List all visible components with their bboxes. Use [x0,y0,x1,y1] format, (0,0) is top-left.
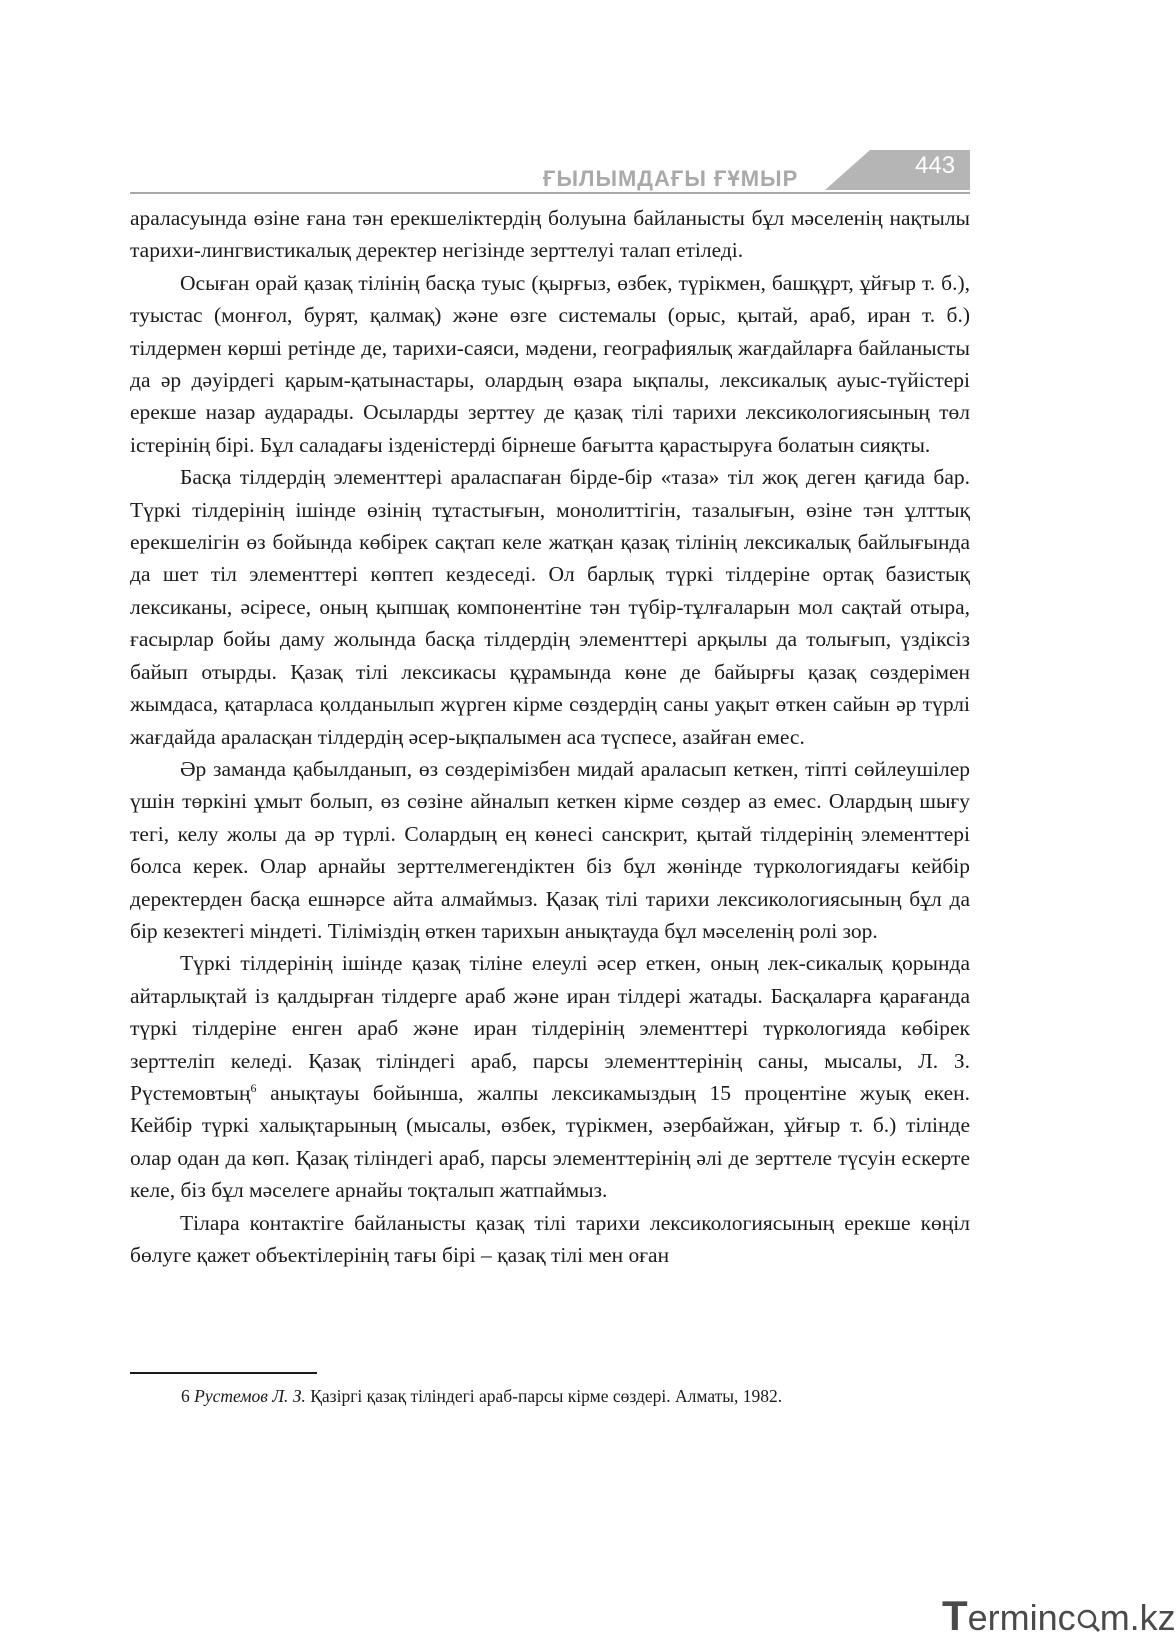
paragraph-6: Тілара контактіге байланысты қазақ тілі тарихи лексикологиясының ерекше көңіл бөлуге қажет объектілерінің тағы бірі – қазақ тілі мен оған [130,1210,970,1267]
magnifier-icon [1076,1608,1100,1632]
watermark-text-2: m.kz [1099,1597,1176,1638]
footnote-text: Қазіргі қазақ тіліндегі араб-парсы кірме сөздері. Алматы, 1982. [310,1386,783,1406]
footnote-number: 6 [181,1386,190,1406]
page-header [130,150,970,198]
paragraph-4: Әр заманда қабылданып, өз сөздерімізбен мидай араласып кеткен, тіпті сөйлеушілер үшін төркіні ұмыт болып, өз сөзіне айналып кеткен кірме сөздер аз емес. Олардың шығу тегі, келу жолы да әр түрлі. Солардың ең көнесі санскрит, қытай тілдерінің элементтері болса керек. Олар арнайы зерттелмегендіктен біз бұл жөнінде түркологиядағы кейбір деректерден басқа ешнәрсе айта алмаймыз. Қазақ тілі тарихи лексикологиясының бұл да бір кезектегі міндеті. Тіліміздің өткен тарихын анықтауда бұл мәселенің ролі зор. [130,756,970,943]
header-rule [130,192,970,194]
watermark-logo [942,1592,1176,1640]
body-text [130,202,970,1271]
paragraph-5-text: Түркі тілдерінің ішінде қазақ тіліне елеулі әсер еткен, оның лек-сикалық қорында айтарлықтай із қалдырған тілдерге араб және иран тілдері жатады. Басқаларға қарағанда түркі тілдеріне енген араб және иран тілдерінің элементтері түркологияда көбірек зерттеліп келеді. Қазақ тіліндегі араб, парсы элементтерінің саны, мысалы, Л. З. Рүстемовтың [130,951,970,1105]
paragraph-5 [130,947,970,1206]
footnote-rule [130,1372,317,1374]
footnote-author: Рустемов Л. З. [194,1386,306,1406]
footnote [181,1384,971,1408]
paragraph-2: Осыған орай қазақ тілінің басқа туыс (қырғыз, өзбек, түрікмен, башқұрт, ұйғыр т. б.), туыстас (монғол, бурят, қалмақ) және өзге системалы (орыс, қытай, араб, иран т. б.) тілдермен көрші ретінде де, тарихи-саяси, мәдени, географиялық жағдайларға байланысты да әр дәуірдегі қарым-қатынастары, олардың өзара ықпалы, лексикалық ауыс-түйістері ерекше назар аударады. Осыларды зерттеу де қазақ тілі тарихи лексикологиясының төл істерінің бірі. Бұл саладағы ізденістерді бірнеше бағытта қарастыруға болатын сияқты. [130,270,970,457]
paragraph-3: Басқа тілдердің элементтері араласпаған бірде-бір «таза» тіл жоқ деген қағида бар. Түркі тілдерінің ішінде өзінің тұтастығын, монолиттігін, тазалығын, өзіне тән ұлттық ерекшелігін өз бойында көбірек сақтап келе жатқан қазақ тілінің лексикалық байлығында да шет тіл элементтері көптеп кездеседі. Ол барлық түркі тілдеріне ортақ базистық лексиканы, әсіресе, оның қыпшақ компонентіне тән түбір-тұлғаларын мол сақтай отыра, ғасырлар бойы даму жолында басқа тілдердің элементтері арқылы да толығып, үздіксіз байып отырды. Қазақ тілі лексикасы құрамында көне де байырғы қазақ сөздерімен жымдаса, қатарласа қолданылып жүрген кірме сөздердің саны уақыт өткен сайын әр түрлі жағдайда араласқан тілдердің әсер-ықпалымен аса түспесе, азайған емес. [130,465,970,749]
watermark-text-1: erminc [967,1597,1076,1638]
watermark-letter: T [942,1592,968,1639]
running-title: ҒЫЛЫМДАҒЫ ҒҰМЫР [543,166,799,191]
paragraph-1: араласуында өзіне ғана тән ерекшеліктердің болуына байланысты бұл мәселенің нақтылы тарихи-лингвистикалық деректер негізінде зерттелуі талап етіледі. [130,206,970,263]
paragraph-5-continuation: анықтауы бойынша, жалпы лексикамыздың 15 процентіне жуық екен. Кейбір түркі халықтарының (мысалы, өзбек, түрікмен, әзербайжан, ұйғыр т. б.) тілінде олар одан да көп. Қазақ тіліндегі араб, парсы элементтерінің әлі де зерттеле түсуін ескерте келе, біз бұл мәселеге арнайы тоқталып жатпаймыз. [130,1080,971,1203]
page-number: 443 [915,152,956,179]
footnote-reference[interactable]: 6 [250,1080,257,1095]
page-number-tab [825,150,970,190]
